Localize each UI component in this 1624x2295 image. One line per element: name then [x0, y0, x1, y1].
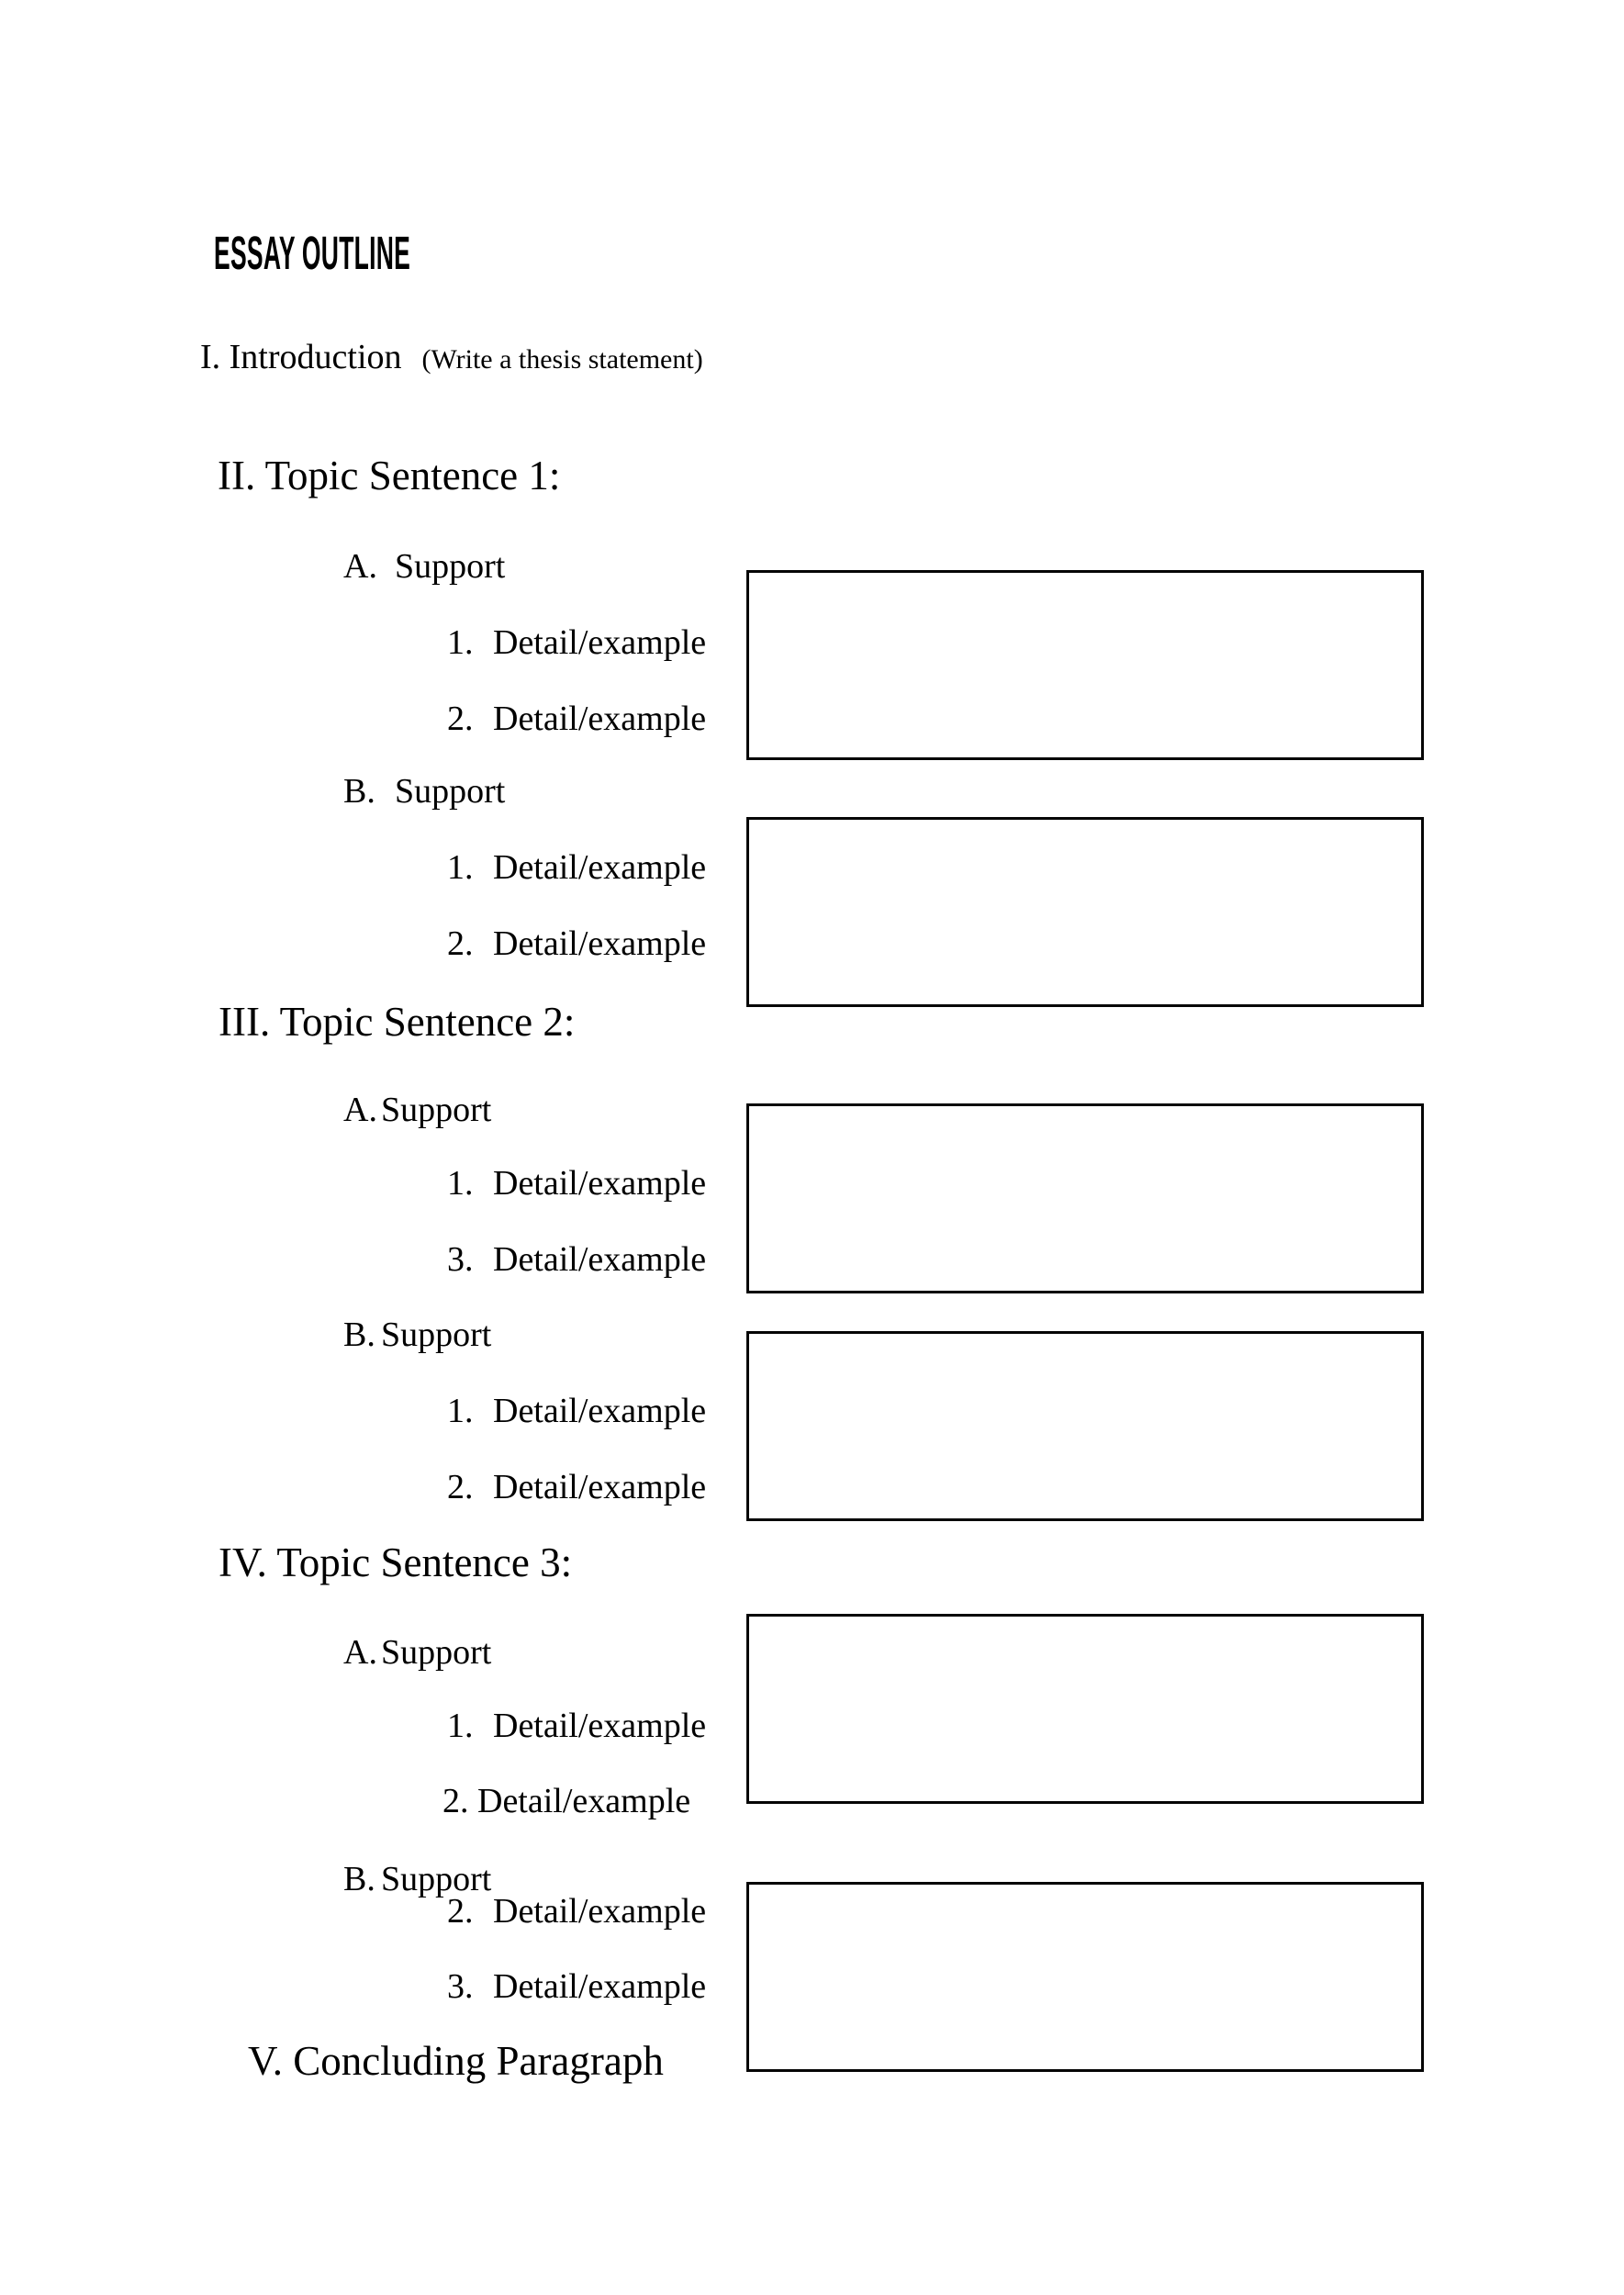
support-label: A. [343, 1633, 377, 1672]
detail-number: 2. [447, 924, 474, 963]
support-label: B. [343, 1860, 375, 1898]
support-word: Support [395, 772, 506, 811]
detail-text: Detail/example [493, 1468, 707, 1506]
answer-box-topic2-b [746, 1331, 1424, 1521]
support-label: B. [343, 772, 375, 811]
section-heading-topic-1: II. Topic Sentence 1: [218, 453, 561, 498]
detail-text: Detail/example [493, 623, 707, 662]
detail-number: 1. [447, 848, 474, 887]
detail-number: 2. [447, 700, 474, 738]
detail-text: Detail/example [493, 848, 707, 887]
introduction-note: (Write a thesis statement) [421, 344, 703, 375]
support-label: B. [343, 1315, 375, 1354]
detail-number: 1. [447, 1392, 474, 1430]
detail-text: Detail/example [477, 1782, 691, 1820]
answer-box-topic1-a [746, 570, 1424, 760]
detail-text: Detail/example [493, 1967, 707, 2006]
detail-text: Detail/example [493, 1240, 707, 1279]
support-word: Support [381, 1633, 492, 1672]
detail-number: 2. [447, 1892, 474, 1931]
support-word: Support [381, 1091, 492, 1129]
answer-box-topic3-b [746, 1882, 1424, 2072]
detail-text: Detail/example [493, 1392, 707, 1430]
detail-number: 2. [442, 1782, 469, 1820]
topic1-support-b [0, 774, 1624, 820]
answer-box-topic2-a [746, 1103, 1424, 1293]
detail-text: Detail/example [493, 1164, 707, 1203]
detail-text: Detail/example [493, 1707, 707, 1745]
detail-number: 1. [447, 1164, 474, 1203]
detail-number: 1. [447, 1707, 474, 1745]
support-word: Support [381, 1315, 492, 1354]
section-heading-conclusion: V. Concluding Paragraph [248, 2038, 664, 2084]
section-heading-introduction: I. Introduction [200, 338, 402, 376]
detail-number: 2. [447, 1468, 474, 1506]
detail-text: Detail/example [493, 1892, 707, 1931]
answer-box-topic3-a [746, 1614, 1424, 1804]
answer-box-topic1-b [746, 817, 1424, 1007]
support-word: Support [395, 547, 506, 586]
section-heading-topic-2: III. Topic Sentence 2: [218, 999, 576, 1045]
detail-number: 3. [447, 1967, 474, 2006]
detail-number: 3. [447, 1240, 474, 1279]
page-title: ESSAY OUTLINE [214, 227, 411, 279]
support-word: Support [381, 1860, 492, 1898]
detail-text: Detail/example [493, 700, 707, 738]
detail-number: 1. [447, 623, 474, 662]
section-introduction [200, 340, 703, 375]
support-label: A. [343, 1091, 377, 1129]
section-heading-topic-3: IV. Topic Sentence 3: [218, 1539, 573, 1585]
detail-text: Detail/example [493, 924, 707, 963]
support-label: A. [343, 547, 377, 586]
